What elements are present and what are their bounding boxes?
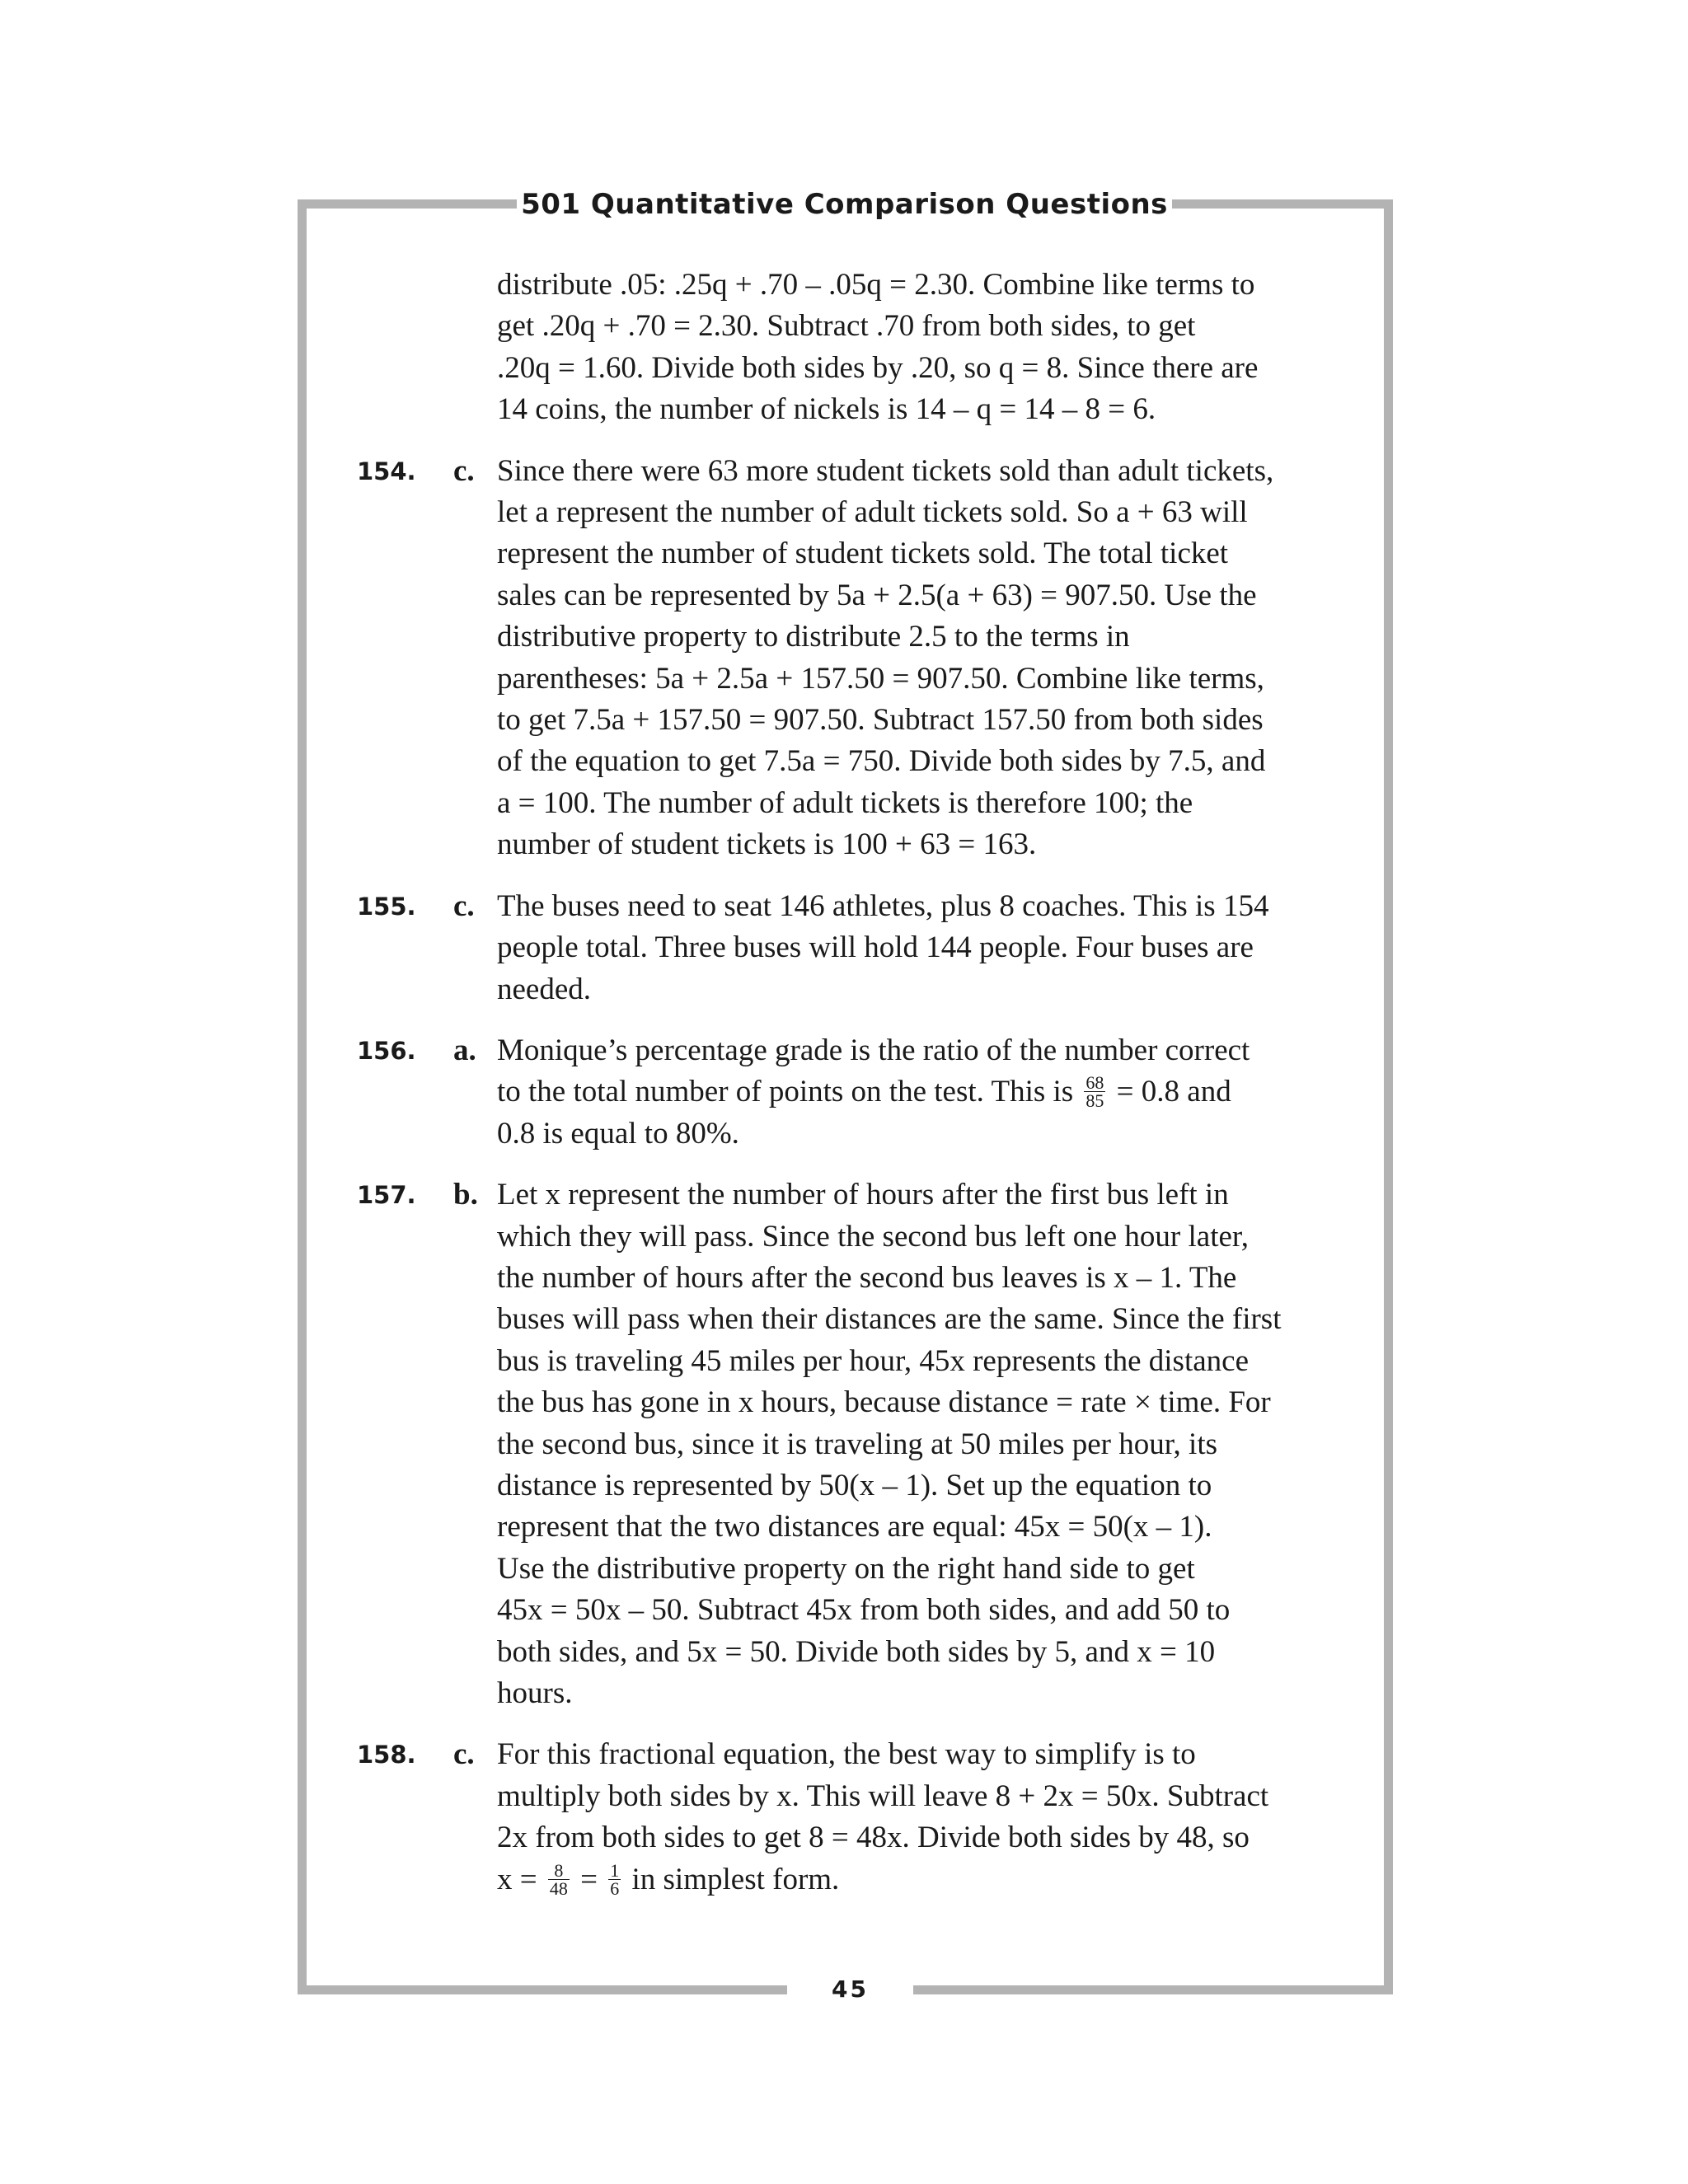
question-number: 158. — [357, 1741, 416, 1769]
answer-entry-156 — [357, 1030, 1346, 1155]
text-line: 2x from both sides to get 8 = 48x. Divide both sides by 48, so — [497, 1821, 1250, 1855]
text-line: distance is represented by 50(x – 1). Set up the equation to — [497, 1468, 1212, 1502]
text-line: The buses need to seat 146 athletes, plus 8 coaches. This is 154 — [497, 888, 1269, 923]
text-line: the number of hours after the second bus leaves is x – 1. The — [497, 1260, 1237, 1295]
answer-letter: c. — [453, 888, 475, 923]
answer-entry-155 — [357, 886, 1346, 1010]
text-segment: in simplest form. — [631, 1862, 840, 1896]
text-line: of the equation to get 7.5a = 750. Divide both sides by 7.5, and — [497, 744, 1266, 779]
question-number: 157. — [357, 1181, 416, 1210]
text-line: let a represent the number of adult tickets sold. So a + 63 will — [497, 495, 1248, 530]
text-line: Monique’s percentage grade is the ratio of the number correct — [497, 1033, 1250, 1067]
text-line-with-fraction — [497, 1859, 1346, 1900]
answer-letter: c. — [453, 453, 475, 488]
text-line: bus is traveling 45 miles per hour, 45x represents the distance — [497, 1343, 1249, 1378]
frame-bottom-left-rule — [298, 1985, 787, 1994]
fraction-denominator: 48 — [549, 1877, 568, 1899]
question-number: 155. — [357, 892, 416, 921]
page-number: 45 — [832, 1975, 869, 2003]
frame-right-rule — [1384, 199, 1393, 1994]
text-segment: = 0.8 and — [1116, 1075, 1231, 1109]
text-line: needed. — [497, 972, 592, 1006]
text-line: sales can be represented by 5a + 2.5(a + 63) = 907.50. Use the — [497, 578, 1257, 612]
text-line: represent that the two distances are equal: 45x = 50(x – 1). — [497, 1510, 1212, 1544]
text-line: parentheses: 5a + 2.5a + 157.50 = 907.50. Combine like terms, — [497, 661, 1264, 696]
answer-letter: b. — [453, 1178, 478, 1212]
text-line: distributive property to distribute 2.5 to the terms in — [497, 620, 1130, 654]
fraction — [1084, 1072, 1105, 1112]
text-line: people total. Three buses will hold 144 people. Four buses are — [497, 930, 1254, 965]
text-line: 45x = 50x – 50. Subtract 45x from both sides, and add 50 to — [497, 1593, 1231, 1628]
text-line: Use the distributive property on the right hand side to get — [497, 1551, 1195, 1586]
text-line: buses will pass when their distances are the same. Since the first — [497, 1302, 1282, 1337]
running-header: 501 Quantitative Comparison Questions — [521, 188, 1168, 221]
text-line: 0.8 is equal to 80%. — [497, 1116, 739, 1151]
text-line: 14 coins, the number of nickels is 14 – q = 14 – 8 = 6. — [497, 392, 1156, 427]
fraction — [548, 1859, 570, 1899]
answer-entry-157 — [357, 1174, 1346, 1714]
fraction-numerator: 8 — [548, 1862, 570, 1880]
continuation-block — [357, 265, 1346, 431]
text-line: Since there were 63 more student tickets sold than adult tickets, — [497, 453, 1274, 488]
text-line-with-fraction — [497, 1071, 1346, 1113]
fraction-denominator: 85 — [1085, 1090, 1104, 1112]
answer-letter: c. — [453, 1737, 475, 1772]
text-line: the bus has gone in x hours, because distance = rate × time. For — [497, 1385, 1271, 1420]
fraction-numerator: 1 — [610, 1859, 620, 1881]
fraction — [608, 1859, 621, 1899]
text-segment: to the total number of points on the test. This is — [497, 1075, 1074, 1109]
text-line: get .20q + .70 = 2.30. Subtract .70 from both sides, to get — [497, 309, 1196, 344]
fraction-numerator: 68 — [1085, 1072, 1104, 1094]
text-line: multiply both sides by x. This will leave 8 + 2x = 50x. Subtract — [497, 1779, 1269, 1813]
text-line: distribute .05: .25q + .70 – .05q = 2.30. Combine like terms to — [497, 268, 1255, 302]
question-number: 156. — [357, 1036, 416, 1065]
fraction-denominator: 6 — [610, 1877, 620, 1899]
text-line: which they will pass. Since the second bus left one hour later, — [497, 1219, 1249, 1254]
text-line: both sides, and 5x = 50. Divide both sides by 5, and x = 10 — [497, 1634, 1216, 1669]
text-line: to get 7.5a + 157.50 = 907.50. Subtract 157.50 from both sides — [497, 703, 1264, 738]
text-segment: = — [580, 1862, 598, 1896]
text-line: the second bus, since it is traveling at 50 miles per hour, its — [497, 1427, 1218, 1461]
frame-bottom-right-rule — [913, 1985, 1393, 1994]
frame-top-right-rule — [1172, 199, 1393, 209]
text-line: a = 100. The number of adult tickets is therefore 100; the — [497, 785, 1193, 820]
text-segment: x = — [497, 1862, 537, 1896]
answer-letter: a. — [453, 1033, 476, 1067]
question-number: 154. — [357, 457, 416, 485]
page-content — [357, 265, 1346, 1920]
text-line: represent the number of student tickets sold. The total ticket — [497, 537, 1229, 571]
answer-entry-158 — [357, 1734, 1346, 1900]
text-line: For this fractional equation, the best way to simplify is to — [497, 1737, 1196, 1772]
text-line: hours. — [497, 1676, 573, 1710]
text-line: .20q = 1.60. Divide both sides by .20, so q = 8. Since there are — [497, 350, 1259, 385]
text-line: Let x represent the number of hours after the first bus left in — [497, 1178, 1229, 1212]
frame-top-left-rule — [298, 199, 517, 209]
text-line: number of student tickets is 100 + 63 = 163. — [497, 827, 1037, 862]
answer-entry-154 — [357, 451, 1346, 866]
frame-left-rule — [298, 199, 307, 1994]
